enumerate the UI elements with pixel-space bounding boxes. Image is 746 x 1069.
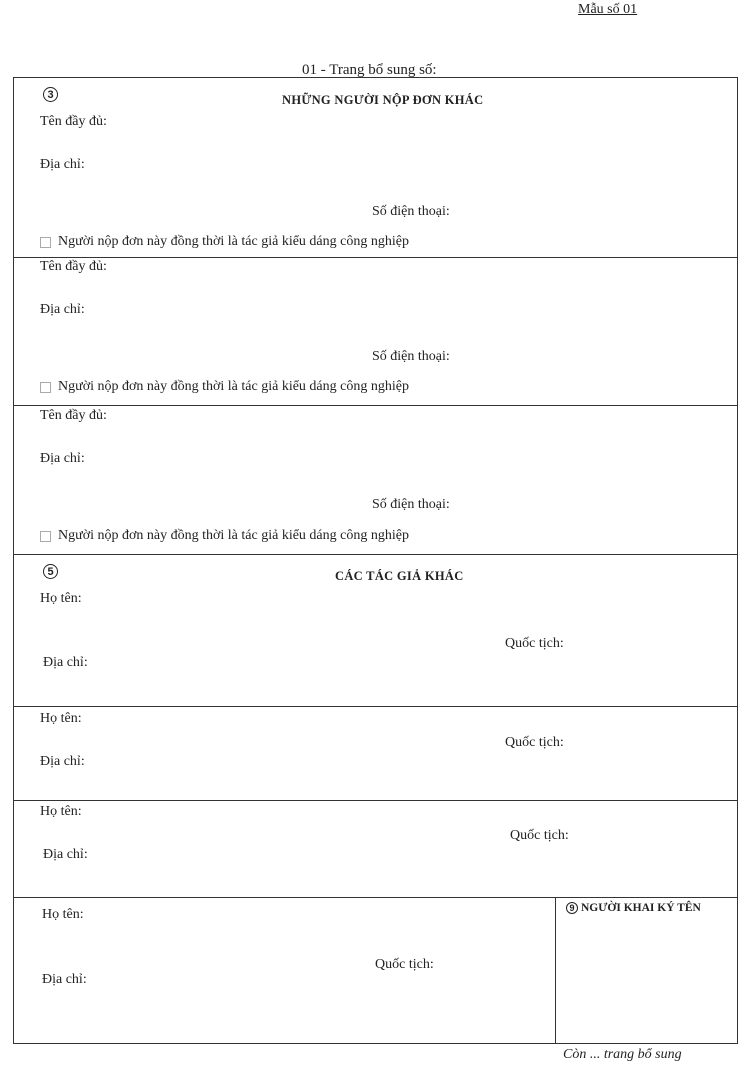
author-name-label: Họ tên: bbox=[40, 591, 82, 606]
author-address-label: Địa chỉ: bbox=[40, 754, 85, 769]
signature-title-label: NGƯỜI KHAI KÝ TÊN bbox=[581, 902, 701, 914]
nationality-label: Quốc tịch: bbox=[505, 735, 564, 750]
full-name-label: Tên đầy đủ: bbox=[40, 408, 107, 423]
divider bbox=[13, 554, 738, 555]
nationality-label: Quốc tịch: bbox=[505, 636, 564, 651]
author-address-label: Địa chỉ: bbox=[42, 972, 87, 987]
coauthor-checkbox-row[interactable] bbox=[40, 234, 409, 250]
coauthor-checkbox[interactable] bbox=[40, 237, 51, 248]
phone-label: Số điện thoại: bbox=[372, 497, 450, 512]
author-name-label: Họ tên: bbox=[40, 711, 82, 726]
address-label: Địa chỉ: bbox=[40, 302, 85, 317]
phone-label: Số điện thoại: bbox=[372, 204, 450, 219]
section-number-badge: 3 bbox=[43, 87, 58, 102]
divider bbox=[13, 800, 738, 801]
page-title: 01 - Trang bổ sung số: bbox=[302, 62, 437, 78]
coauthor-checkbox[interactable] bbox=[40, 531, 51, 542]
form-code: Mẫu số 01 bbox=[578, 2, 638, 17]
full-name-label: Tên đầy đủ: bbox=[40, 114, 107, 129]
divider bbox=[13, 257, 738, 258]
address-label: Địa chỉ: bbox=[40, 451, 85, 466]
form-frame bbox=[13, 77, 738, 1044]
phone-label: Số điện thoại: bbox=[372, 349, 450, 364]
signature-divider bbox=[555, 897, 556, 1044]
coauthor-checkbox-label: Người nộp đơn này đồng thời là tác giả kiểu dáng công nghiệp bbox=[58, 234, 409, 249]
coauthor-checkbox-row[interactable] bbox=[40, 528, 409, 544]
coauthor-checkbox-label: Người nộp đơn này đồng thời là tác giả kiểu dáng công nghiệp bbox=[58, 528, 409, 543]
coauthor-checkbox-label: Người nộp đơn này đồng thời là tác giả kiểu dáng công nghiệp bbox=[58, 379, 409, 394]
address-label: Địa chỉ: bbox=[40, 157, 85, 172]
author-name-label: Họ tên: bbox=[42, 907, 84, 922]
divider bbox=[13, 706, 738, 707]
nationality-label: Quốc tịch: bbox=[375, 957, 434, 972]
coauthor-checkbox[interactable] bbox=[40, 382, 51, 393]
section-number-badge: 5 bbox=[43, 564, 58, 579]
section-number-badge: 9 bbox=[566, 902, 578, 914]
applicants-section-title: NHỮNG NGƯỜI NỘP ĐƠN KHÁC bbox=[282, 93, 484, 107]
nationality-label: Quốc tịch: bbox=[510, 828, 569, 843]
full-name-label: Tên đầy đủ: bbox=[40, 259, 107, 274]
authors-section-title: CÁC TÁC GIẢ KHÁC bbox=[335, 569, 464, 583]
author-address-label: Địa chỉ: bbox=[43, 655, 88, 670]
signature-section-title bbox=[566, 902, 701, 914]
author-name-label: Họ tên: bbox=[40, 804, 82, 819]
divider bbox=[13, 405, 738, 406]
continuation-note: Còn ... trang bổ sung bbox=[563, 1047, 682, 1062]
coauthor-checkbox-row[interactable] bbox=[40, 379, 409, 395]
author-address-label: Địa chỉ: bbox=[43, 847, 88, 862]
divider bbox=[13, 897, 738, 898]
